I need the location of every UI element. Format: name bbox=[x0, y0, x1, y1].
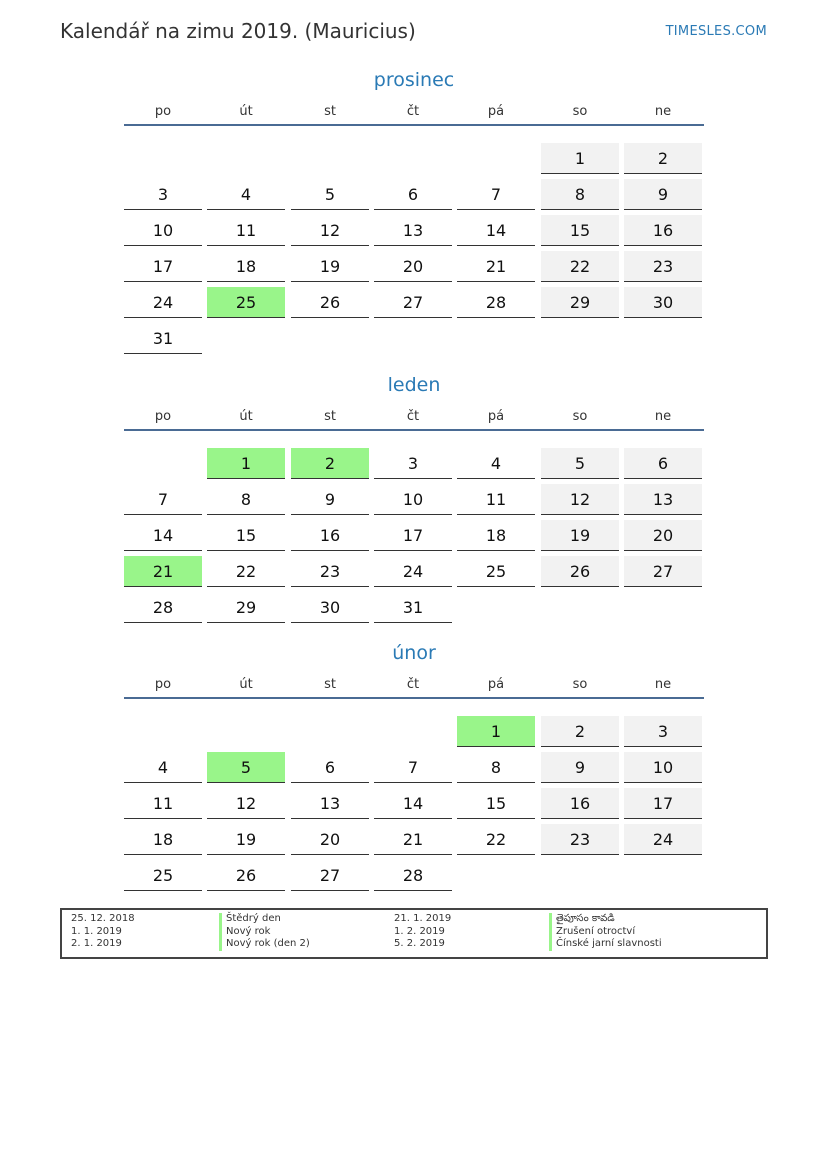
day-cell: 8 bbox=[541, 179, 619, 210]
day-cell: 26 bbox=[207, 860, 285, 891]
day-cell: 2 bbox=[541, 716, 619, 747]
holiday-legend bbox=[60, 908, 768, 959]
legend-holiday-name: తైపూసం కావడి bbox=[549, 913, 662, 926]
weekday-header-row bbox=[124, 409, 704, 429]
day-cell: 9 bbox=[624, 179, 702, 210]
day-cell: 6 bbox=[624, 448, 702, 479]
day-cell: 20 bbox=[624, 520, 702, 551]
legend-dates-left bbox=[71, 913, 135, 951]
day-cell: 13 bbox=[374, 215, 452, 246]
weekday-label: ne bbox=[654, 409, 672, 424]
holiday-day-cell: 5 bbox=[207, 752, 285, 783]
day-cell: 15 bbox=[457, 788, 535, 819]
legend-date: 25. 12. 2018 bbox=[71, 913, 135, 924]
day-cell: 11 bbox=[124, 788, 202, 819]
weekday-label: st bbox=[324, 409, 336, 424]
holiday-day-cell: 21 bbox=[124, 556, 202, 587]
day-cell: 18 bbox=[207, 251, 285, 282]
day-cell: 7 bbox=[124, 484, 202, 515]
day-cell: 9 bbox=[291, 484, 369, 515]
weekday-label: po bbox=[154, 409, 172, 424]
day-cell: 22 bbox=[207, 556, 285, 587]
day-cell: 3 bbox=[624, 716, 702, 747]
day-cell: 7 bbox=[374, 752, 452, 783]
day-cell: 23 bbox=[624, 251, 702, 282]
legend-date: 1. 2. 2019 bbox=[394, 925, 445, 937]
month-title: leden bbox=[387, 374, 441, 396]
day-cell: 29 bbox=[207, 592, 285, 623]
day-cell: 28 bbox=[374, 860, 452, 891]
day-cell: 16 bbox=[624, 215, 702, 246]
day-cell: 22 bbox=[541, 251, 619, 282]
day-cell: 10 bbox=[624, 752, 702, 783]
day-cell: 9 bbox=[541, 752, 619, 783]
legend-holiday-name: Nový rok (den 2) bbox=[219, 938, 310, 951]
day-cell: 25 bbox=[124, 860, 202, 891]
day-cell: 7 bbox=[457, 179, 535, 210]
day-cell: 12 bbox=[207, 788, 285, 819]
legend-holiday-name: Čínské jarní slavnosti bbox=[549, 938, 662, 951]
day-cell: 24 bbox=[124, 287, 202, 318]
holiday-day-cell: 1 bbox=[457, 716, 535, 747]
day-cell: 18 bbox=[124, 824, 202, 855]
day-cell: 6 bbox=[374, 179, 452, 210]
day-cell: 26 bbox=[291, 287, 369, 318]
day-cell: 11 bbox=[207, 215, 285, 246]
day-cell: 17 bbox=[624, 788, 702, 819]
day-cell: 13 bbox=[624, 484, 702, 515]
day-cell: 14 bbox=[374, 788, 452, 819]
brand-link[interactable]: TIMESLES.COM bbox=[665, 24, 767, 39]
weekday-label: po bbox=[154, 104, 172, 119]
day-cell: 28 bbox=[124, 592, 202, 623]
weekday-label: pá bbox=[487, 409, 505, 424]
day-cell: 29 bbox=[541, 287, 619, 318]
day-cell: 19 bbox=[541, 520, 619, 551]
holiday-day-cell: 25 bbox=[207, 287, 285, 318]
day-cell: 8 bbox=[207, 484, 285, 515]
day-cell: 17 bbox=[374, 520, 452, 551]
day-cell: 27 bbox=[291, 860, 369, 891]
legend-holiday-name: Nový rok bbox=[219, 926, 310, 939]
weekday-label: čt bbox=[406, 409, 420, 424]
weekday-label: so bbox=[572, 104, 588, 119]
day-cell: 5 bbox=[291, 179, 369, 210]
weekday-label: čt bbox=[406, 104, 420, 119]
month-title: prosinec bbox=[373, 69, 455, 91]
header-rule bbox=[124, 124, 704, 126]
day-cell: 10 bbox=[374, 484, 452, 515]
day-cell: 4 bbox=[124, 752, 202, 783]
day-cell: 13 bbox=[291, 788, 369, 819]
day-cell: 3 bbox=[374, 448, 452, 479]
day-cell: 25 bbox=[457, 556, 535, 587]
header-rule bbox=[124, 429, 704, 431]
header-rule bbox=[124, 697, 704, 699]
day-cell: 10 bbox=[124, 215, 202, 246]
day-cell: 28 bbox=[457, 287, 535, 318]
legend-dates-right bbox=[394, 913, 451, 951]
weekday-label: so bbox=[572, 409, 588, 424]
weekday-label: pá bbox=[487, 677, 505, 692]
weekday-label: st bbox=[324, 104, 336, 119]
legend-names-right bbox=[549, 913, 662, 951]
day-cell: 15 bbox=[541, 215, 619, 246]
weekday-label: út bbox=[239, 104, 253, 119]
day-cell: 16 bbox=[291, 520, 369, 551]
day-cell: 23 bbox=[541, 824, 619, 855]
day-cell: 14 bbox=[457, 215, 535, 246]
day-cell: 17 bbox=[124, 251, 202, 282]
day-cell: 4 bbox=[457, 448, 535, 479]
day-cell: 24 bbox=[374, 556, 452, 587]
day-cell: 31 bbox=[374, 592, 452, 623]
day-cell: 2 bbox=[624, 143, 702, 174]
holiday-day-cell: 2 bbox=[291, 448, 369, 479]
weekday-label: ne bbox=[654, 677, 672, 692]
holiday-day-cell: 1 bbox=[207, 448, 285, 479]
day-cell: 18 bbox=[457, 520, 535, 551]
legend-date: 2. 1. 2019 bbox=[71, 938, 122, 949]
day-cell: 21 bbox=[374, 824, 452, 855]
day-cell: 8 bbox=[457, 752, 535, 783]
day-cell: 20 bbox=[291, 824, 369, 855]
weekday-header-row bbox=[124, 677, 704, 697]
day-cell: 3 bbox=[124, 179, 202, 210]
weekday-header-row bbox=[124, 104, 704, 124]
weekday-label: út bbox=[239, 677, 253, 692]
weekday-label: ne bbox=[654, 104, 672, 119]
day-cell: 27 bbox=[624, 556, 702, 587]
day-cell: 6 bbox=[291, 752, 369, 783]
day-cell: 12 bbox=[291, 215, 369, 246]
weekday-label: čt bbox=[406, 677, 420, 692]
page-title: Kalendář na zimu 2019. (Mauricius) bbox=[60, 19, 416, 43]
weekday-label: pá bbox=[487, 104, 505, 119]
legend-date: 1. 1. 2019 bbox=[71, 925, 122, 937]
weekday-label: so bbox=[572, 677, 588, 692]
day-cell: 19 bbox=[207, 824, 285, 855]
day-cell: 30 bbox=[624, 287, 702, 318]
legend-holiday-name: Zrušení otroctví bbox=[549, 926, 662, 939]
day-cell: 24 bbox=[624, 824, 702, 855]
weekday-label: st bbox=[324, 677, 336, 692]
day-cell: 26 bbox=[541, 556, 619, 587]
day-cell: 21 bbox=[457, 251, 535, 282]
legend-date: 21. 1. 2019 bbox=[394, 913, 452, 924]
day-cell: 19 bbox=[291, 251, 369, 282]
day-cell: 5 bbox=[541, 448, 619, 479]
day-cell: 4 bbox=[207, 179, 285, 210]
day-cell: 23 bbox=[291, 556, 369, 587]
legend-holiday-name: Štědrý den bbox=[219, 913, 310, 926]
legend-names-left bbox=[219, 913, 310, 951]
day-cell: 14 bbox=[124, 520, 202, 551]
day-cell: 31 bbox=[124, 323, 202, 354]
legend-date: 5. 2. 2019 bbox=[394, 938, 445, 949]
weekday-label: út bbox=[239, 409, 253, 424]
day-cell: 30 bbox=[291, 592, 369, 623]
day-cell: 15 bbox=[207, 520, 285, 551]
day-cell: 1 bbox=[541, 143, 619, 174]
weekday-label: po bbox=[154, 677, 172, 692]
day-cell: 20 bbox=[374, 251, 452, 282]
month-title: únor bbox=[392, 642, 436, 664]
day-cell: 27 bbox=[374, 287, 452, 318]
day-cell: 22 bbox=[457, 824, 535, 855]
day-cell: 11 bbox=[457, 484, 535, 515]
day-cell: 16 bbox=[541, 788, 619, 819]
day-cell: 12 bbox=[541, 484, 619, 515]
